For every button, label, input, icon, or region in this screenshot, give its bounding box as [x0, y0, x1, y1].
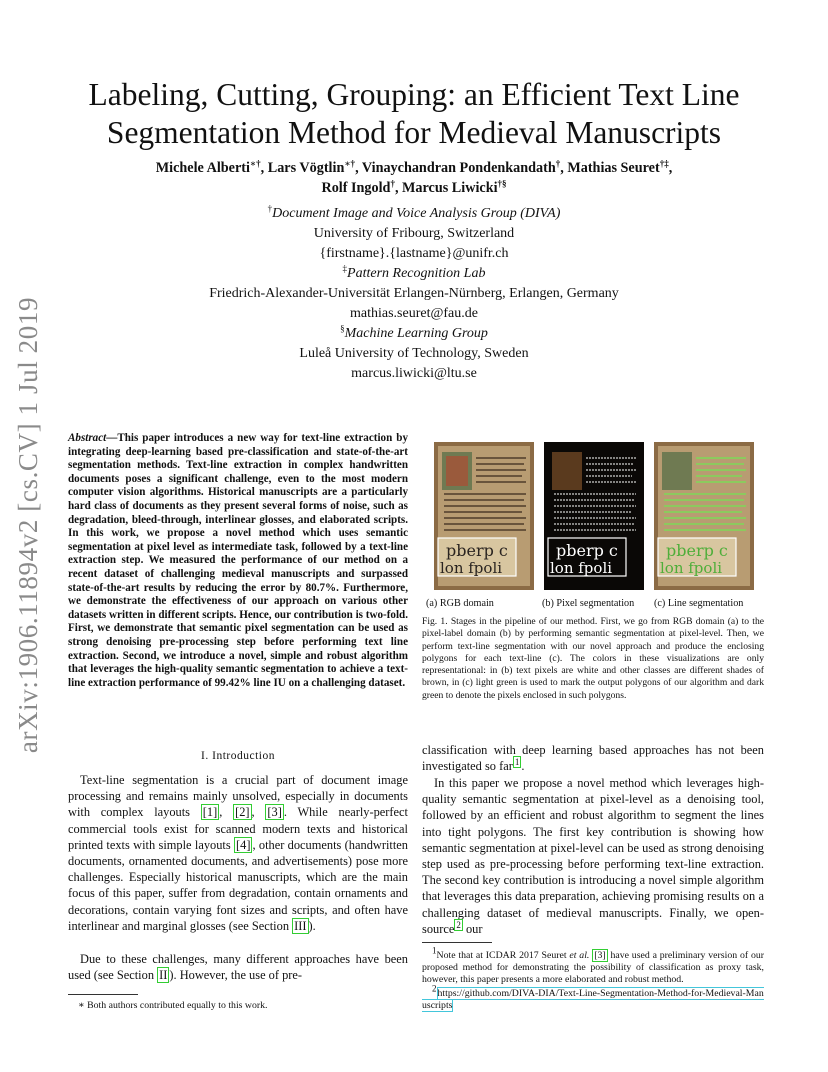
repository-url-link[interactable]: https://github.com/DIVA-DIA/Text-Line-Segmentation-Method-for-Medieval-Manuscripts: [422, 988, 764, 1011]
footnote-ref[interactable]: 2: [456, 919, 461, 930]
author-name: Michele Alberti: [155, 160, 250, 176]
segmentation-image: [544, 442, 644, 590]
figure-panel-pixel-seg: [544, 442, 644, 590]
citation-link[interactable]: [3]: [267, 805, 282, 820]
inset-text-line-1: pberp c: [556, 541, 618, 560]
footnote-rule: [422, 942, 492, 943]
abstract-text: —This paper introduces a new way for text-line extraction by integrating deep-learning based pre-classification and state-of-the-art segmentation methods. Text-line extraction in complex handwritten documents poses a significant challenge, even to the most modern computer vision algorithms. Historical manuscripts are a particularly hard class of documents as they present several forms of noise, such as degradation, bleed-through, interlinear glosses, and elaborated scripts. In this work, we propose a novel method which uses semantic segmentation at pixel level as intermediate task, followed by a text-line extraction step. We measured the performance of our method on a recent dataset of challenging medieval manuscripts and surpassed state-of-the-art results by reducing the error by 80.7%. Furthermore, we demonstrate the effectiveness of our approach on various other datasets written in different scripts. Hence, our contribution is two-fold. First, we demonstrate that semantic pixel segmentation can be used as strong denoising pre-processing step before performing text line extraction. Second, we introduce a novel, simple and robust algorithm that leverages the high-quality semantic segmentation to achieve a text-line extraction performance of 99.42% line IU on a challenging dataset.: [68, 432, 408, 689]
author-mark: †: [555, 158, 561, 169]
citation-link[interactable]: [3]: [594, 950, 606, 961]
subcaption-a: (a) RGB domain: [426, 598, 494, 609]
intro-paragraph-3: classification with deep learning based approaches has not been investigated so far $^1$ .: [422, 743, 764, 774]
author-mark: ∗†: [344, 158, 356, 169]
affiliation-group: Machine Learning Group: [344, 326, 488, 341]
intro-paragraph-1: Text-line segmentation is a crucial part of document image processing and remains mainly unsolved, especially in documents with complex layouts [1] , [2] , [3] . While nearly-perfect commercial tools exist for scanned modern texts and historical printed texts with simple layouts [4] , other documents (handwritten documents, ornamented documents, and advertisements) pose more challenges. Especially historical manuscripts, which are the main focus of this paper, suffer from degradation, contain ornaments and decorations, contain varying font sizes and scripts, and often have interlinear and marginal glosses (see Section III ).: [68, 773, 408, 933]
author-mark: ∗†: [249, 158, 261, 169]
affiliation-ml: [120, 324, 708, 384]
author-list: Michele Alberti∗†, Lars Vögtlin∗†, Vinaychandran Pondenkandath†, Mathias Seuret†‡,: [155, 158, 673, 176]
author-name: Mathias Seuret: [567, 160, 660, 176]
author-name: Lars Vögtlin: [267, 160, 345, 176]
affiliation-email: mathias.seuret@fau.de: [350, 306, 478, 321]
manuscript-image: [434, 442, 534, 590]
author-name: Marcus Liwicki: [402, 180, 498, 196]
figure-panel-line-seg: [654, 442, 754, 590]
affiliation-group: Document Image and Voice Analysis Group (DIVA): [272, 206, 561, 221]
affiliation-diva: [120, 204, 708, 264]
intro-paragraph-2: Due to these challenges, many different approaches have been used (see Section II ). However, the use of pre-: [68, 952, 408, 983]
inset-text-line-2: lon fpoli: [440, 559, 503, 577]
inset-text-line-1: pberp c: [446, 541, 508, 560]
abstract: [68, 432, 408, 690]
affiliation-group: Pattern Recognition Lab: [347, 266, 486, 281]
figure-panel-rgb: [434, 442, 534, 590]
paper-title-line-2: Segmentation Method for Medieval Manuscripts: [106, 115, 722, 150]
section-link[interactable]: II: [159, 968, 168, 983]
inset-text-line-2: lon fpoli: [550, 559, 613, 577]
citation-link[interactable]: [4]: [236, 837, 251, 852]
affiliation-institution: Luleå University of Technology, Sweden: [299, 346, 529, 361]
affiliation-institution: Friedrich-Alexander-Universität Erlangen-Nürnberg, Erlangen, Germany: [209, 286, 619, 301]
author-mark: †: [390, 178, 395, 189]
subcaption-c: (c) Line segmentation: [654, 598, 744, 609]
author-mark: †‡: [659, 158, 669, 169]
paper-title-line-1: Labeling, Cutting, Grouping: an Efficient Text Line: [88, 77, 740, 112]
author-mark: †§: [497, 178, 507, 189]
footnote-2: $^2$https://github.com/DIVA-DIA/Text-Line-Segmentation-Method-for-Medieval-Manuscripts: [422, 983, 764, 1011]
citation-link[interactable]: [1]: [202, 805, 218, 820]
abstract-lead: Abstract: [68, 432, 107, 444]
affiliation-mark: ‡: [342, 263, 348, 274]
footnote-equal-contribution: ∗ Both authors contributed equally to this work.: [78, 1000, 268, 1011]
footnote-1: $^1$Note that at ICDAR 2017 Seuret et al. [3] have used a preliminary version of our proposed method for demonstrating the possibility of classification as proxy task, however, this paper presents a more elaborated and robust method.: [422, 945, 765, 985]
affiliation-email: marcus.liwicki@ltu.se: [351, 366, 477, 381]
citation-link[interactable]: [2]: [235, 805, 250, 820]
affiliation-mark: §: [340, 323, 345, 334]
arxiv-identifier: arXiv:1906.11894v2 [cs.CV] 1 Jul 2019: [13, 296, 43, 754]
line-segmentation-image: [654, 442, 754, 590]
affiliation-mark: †: [267, 203, 273, 214]
author-name: Rolf Ingold: [321, 180, 391, 196]
figure-caption: Fig. 1. Stages in the pipeline of our method. First, we go from RGB domain (a) to the pixel-label domain (b) by performing semantic segmentation at pixel-level. Then, we perform text-line segmentation with our novel approach and produce the enclosing polygons for each text-line (c). The colors in these visualizations are only representational: in (b) text pixels are white and other classes are different shades of brown, in (c) light green is used to mark the output polygons of our algorithm and dark green to denote the pixels enclosed in such polygons.: [422, 616, 764, 701]
affiliation-prl: [120, 264, 708, 324]
footnote-rule: [68, 994, 138, 995]
subcaption-b: (b) Pixel segmentation: [542, 598, 635, 609]
section-heading: I. Introduction: [201, 750, 275, 762]
author-name: Vinaychandran Pondenkandath: [361, 160, 556, 176]
affiliation-email: {firstname}.{lastname}@unifr.ch: [319, 246, 509, 261]
affiliation-institution: University of Fribourg, Switzerland: [313, 226, 515, 241]
author-list-2: Rolf Ingold†, Marcus Liwicki†§: [321, 178, 507, 196]
inset-text-line-2: lon fpoli: [660, 559, 723, 577]
intro-paragraph-4: In this paper we propose a novel method which leverages high-quality semantic segmentation at pixel-level as a denoising tool, followed by an efficient and robust algorithm to segment the lines into tight polygons. The first key contribution is showing how semantic segmentation at pixel-level can be used as strong denoising step used as pre-processing before performing text-line extraction. The second key contribution is introducing a novel simple algorithm that leverages this data preparation, achieving promising results on a challenging dataset of medieval manuscripts. Finally, we open-source $^2$ our: [422, 776, 764, 936]
inset-text-line-1: pberp c: [666, 541, 728, 560]
section-link[interactable]: III: [294, 918, 307, 933]
footnote-ref[interactable]: 1: [514, 757, 520, 768]
